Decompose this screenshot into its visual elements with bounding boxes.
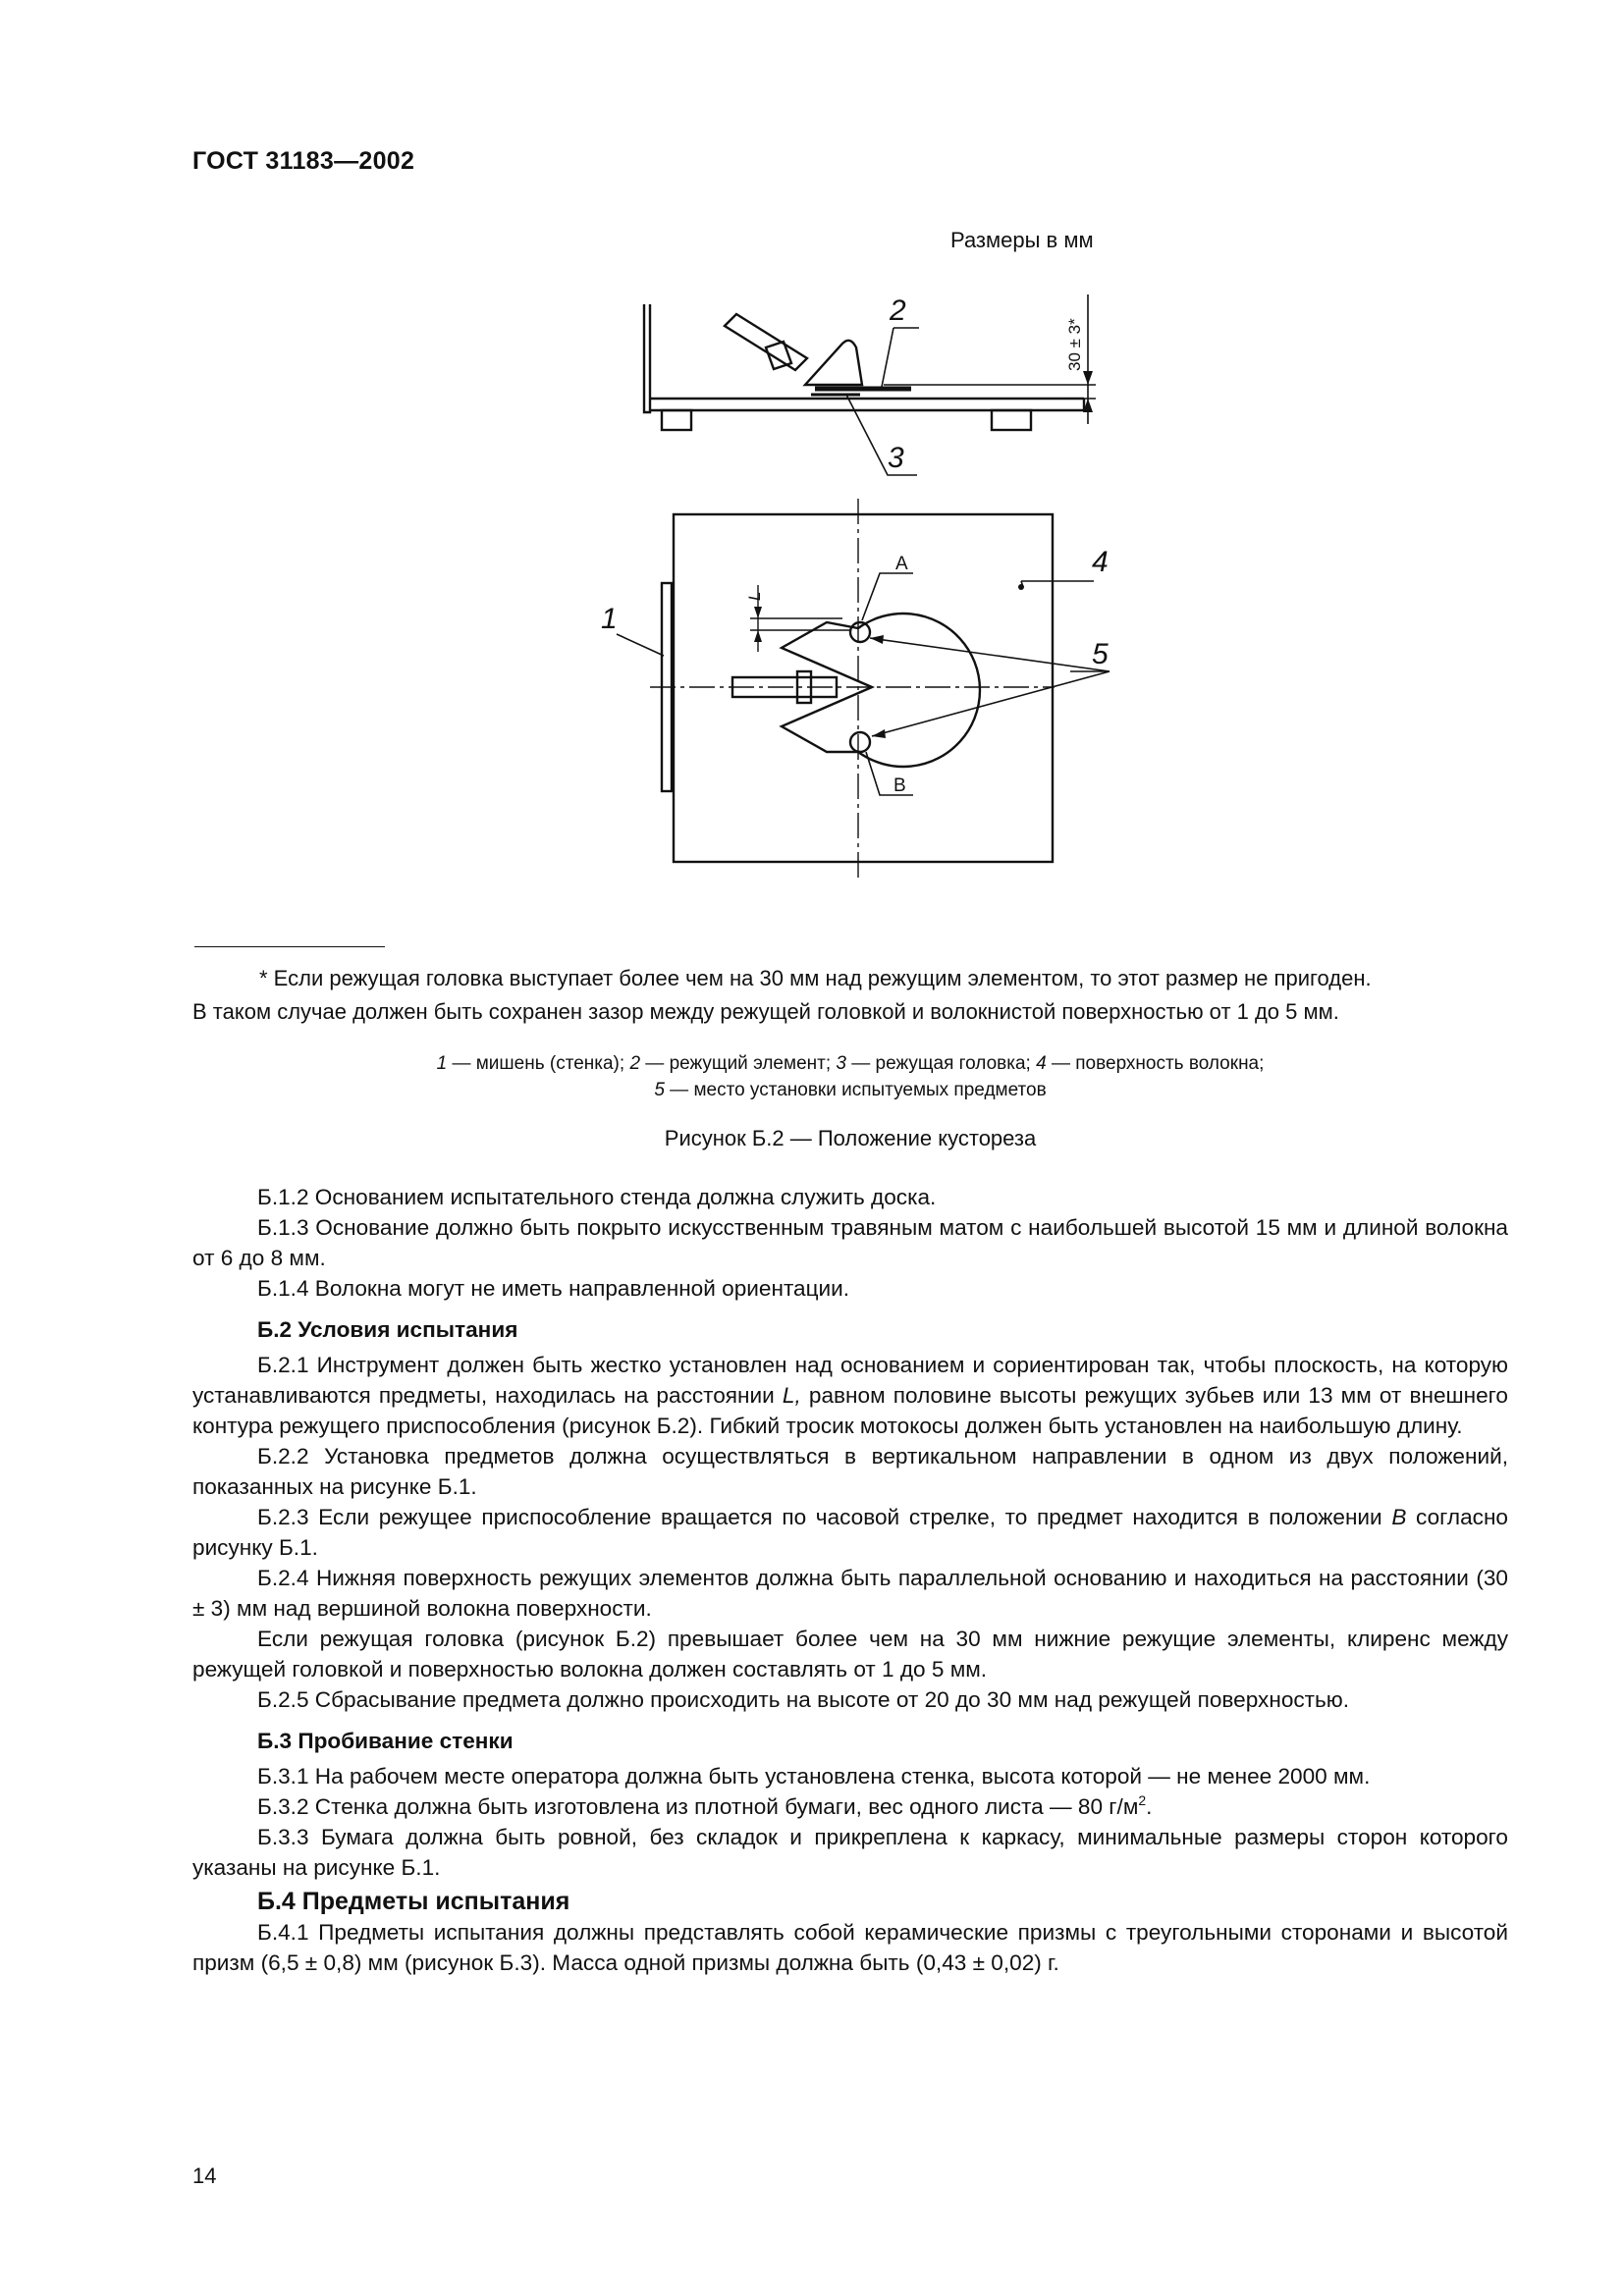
figure-legend-line-2 xyxy=(192,1077,1508,1103)
figure-b2-drawing xyxy=(589,285,1159,883)
para-b2-5: Б.2.5 Сбрасывание предмета должно происходить на высоте от 20 до 30 мм над режущей поверхностью. xyxy=(257,1687,1350,1712)
legend-n2: 2 xyxy=(629,1053,641,1074)
legend-t5: — место установки испытуемых предметов xyxy=(664,1080,1047,1100)
dim-arrow-top xyxy=(1083,371,1093,385)
para-b3-2-part-a: Б.3.2 Стенка должна быть изготовлена из плотной бумаги, вес одного листа — 80 г/м xyxy=(257,1794,1139,1819)
side-cutting-head xyxy=(805,341,862,385)
para-b2-1-var-l: L, xyxy=(782,1383,801,1408)
footnote-line-2: В таком случае должен быть сохранен зазор между режущей головкой и волокнистой поверхностью от 1 до 5 мм. xyxy=(192,999,1339,1024)
page-number: 14 xyxy=(192,2163,217,2188)
para-b4-1: Б.4.1 Предметы испытания должны представлять собой керамические призмы с треугольными сторонами и высотой призм (6,5 ± 0,8) мм (рисунок Б.3). Масса одной призмы должна быть (0,43 ± 0,02) г. xyxy=(192,1920,1508,1975)
top-view-base xyxy=(674,514,1053,862)
para-b3-2-sup: 2 xyxy=(1138,1792,1147,1808)
legend-n4: 4 xyxy=(1036,1053,1047,1074)
side-wall-outline xyxy=(644,304,650,412)
test-position-a xyxy=(850,622,870,642)
heading-b4: Б.4 Предметы испытания xyxy=(257,1888,570,1915)
para-b2-4-cont: Если режущая головка (рисунок Б.2) превышает более чем на 30 мм нижние режущие элементы, клиренс между режущей головкой и поверхностью волокна должен составлять от 1 до 5 мм. xyxy=(192,1627,1508,1682)
leader-5-a xyxy=(870,638,1110,671)
para-b3-2 xyxy=(192,1791,1508,1822)
legend-t1: — мишень (стенка); xyxy=(447,1053,630,1074)
para-b2-3-part-a: Б.2.3 Если режущее приспособление вращается по часовой стрелке, то предмет находится в положении xyxy=(257,1505,1392,1529)
side-foot-left xyxy=(662,410,691,430)
callout-2: 2 xyxy=(890,294,906,327)
label-point-b: В xyxy=(893,775,906,796)
point-4-dot xyxy=(1018,584,1024,590)
footnote-rule xyxy=(194,946,385,947)
legend-t4: — поверхность волокна; xyxy=(1046,1053,1265,1074)
legend-t2: — режущий элемент; xyxy=(640,1053,837,1074)
para-b3-3: Б.3.3 Бумага должна быть ровной, без складок и прикреплена к каркасу, минимальные размеры сторон которого указаны на рисунке Б.1. xyxy=(192,1825,1508,1880)
para-b2-4: Б.2.4 Нижняя поверхность режущих элементов должна быть параллельной основанию и находиться на расстоянии (30 ± 3) мм над вершиной волокна поверхности. xyxy=(192,1566,1508,1621)
dim-l-arrow-bottom xyxy=(754,630,762,642)
label-dimension-30: 30 ± 3* xyxy=(1065,318,1084,371)
callout-3: 3 xyxy=(888,442,904,474)
leader-5-b xyxy=(872,671,1110,736)
dim-l-arrow-top xyxy=(754,607,762,618)
callout-5: 5 xyxy=(1092,638,1109,670)
para-b2-3-var-b: В xyxy=(1391,1505,1407,1529)
para-b1-4: Б.1.4 Волокна могут не иметь направленной ориентации. xyxy=(257,1276,850,1301)
para-b2-1-part-a: Б.2.1 Инструмент должен быть жестко установлен над основанием и сориентирован так, чтобы плоскость, на которую устанавливаются предметы, находилась на расстоянии xyxy=(192,1353,1508,1408)
figure-caption: Рисунок Б.2 — Положение кустореза xyxy=(664,1126,1037,1150)
legend-n3: 3 xyxy=(836,1053,846,1074)
para-b2-1 xyxy=(192,1350,1508,1441)
legend-t3: — режущая головка; xyxy=(845,1053,1037,1074)
label-dimension-l: L xyxy=(745,591,764,601)
para-b2-1-part-b: равном половине высоты режущих зубьев или 13 мм от внешнего контура режущего приспособления (рисунок Б.2). Гибкий тросик мотокосы должен быть установлен на наибольшую длину. xyxy=(192,1383,1508,1438)
heading-b3: Б.3 Пробивание стенки xyxy=(257,1729,514,1753)
test-position-b xyxy=(850,732,870,752)
side-handle xyxy=(725,314,807,370)
para-b2-2: Б.2.2 Установка предметов должна осуществляться в вертикальном направлении в одном из двух положений, показанных на рисунке Б.1. xyxy=(192,1444,1508,1499)
legend-n1: 1 xyxy=(436,1053,448,1074)
arrow-5-a xyxy=(870,635,884,644)
leader-1 xyxy=(617,634,664,656)
arrow-5-b xyxy=(872,729,886,738)
heading-b2: Б.2 Условия испытания xyxy=(257,1317,518,1342)
para-b2-3-part-b: согласно рисунку Б.1. xyxy=(192,1505,1508,1560)
callout-4: 4 xyxy=(1092,546,1109,578)
para-b3-2-part-b: . xyxy=(1146,1794,1153,1819)
para-b1-3: Б.1.3 Основание должно быть покрыто искусственным травяным матом с наибольшей высотой 15 мм и длиной волокна от 6 до 8 мм. xyxy=(192,1215,1508,1270)
leader-3 xyxy=(846,395,917,475)
callout-1: 1 xyxy=(601,603,618,635)
leader-2 xyxy=(882,328,893,387)
legend-n5: 5 xyxy=(654,1080,665,1100)
para-b2-3 xyxy=(192,1502,1508,1563)
leader-b xyxy=(866,752,913,795)
para-b1-2: Б.1.2 Основанием испытательного стенда должна служить доска. xyxy=(257,1185,937,1209)
side-foot-right xyxy=(992,410,1031,430)
footnote-line-1: * Если режущая головка выступает более чем на 30 мм над режущим элементом, то этот размер не пригоден. xyxy=(259,966,1372,990)
dimensions-note: Размеры в мм xyxy=(950,228,1094,252)
figure-legend-line-1 xyxy=(192,1050,1508,1077)
label-point-a: А xyxy=(895,554,908,574)
para-b3-1: Б.3.1 На рабочем месте оператора должна быть установлена стенка, высота которой — не менее 2000 мм. xyxy=(257,1764,1371,1789)
body-text xyxy=(192,1182,1508,1978)
document-header: ГОСТ 31183—2002 xyxy=(192,147,415,175)
